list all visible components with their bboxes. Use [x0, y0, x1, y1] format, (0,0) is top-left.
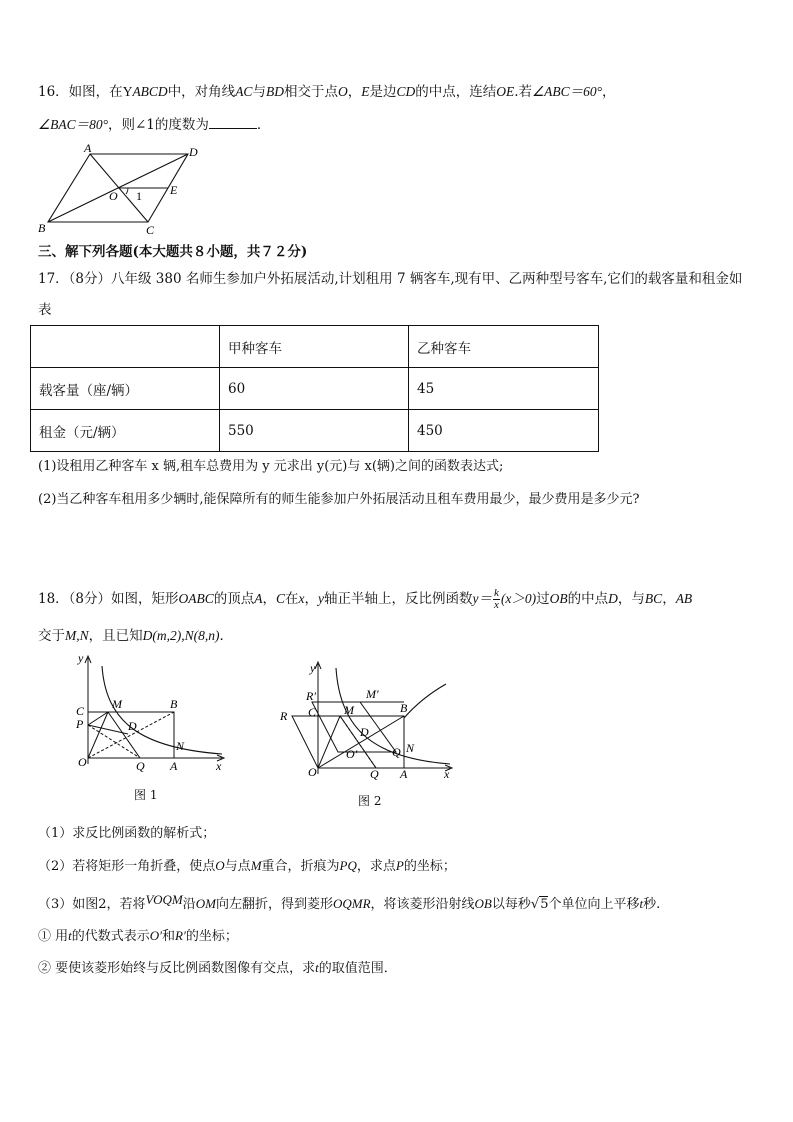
- text: t: [68, 928, 72, 943]
- table-row: [31, 410, 599, 452]
- q17-table: [30, 325, 599, 452]
- text: 交于: [38, 628, 65, 644]
- fig2-caption: 图 2: [358, 794, 382, 808]
- text: VOQM: [145, 892, 183, 907]
- label-e: E: [170, 183, 178, 197]
- table-cell: 550: [220, 410, 409, 452]
- fig2-label-n: N: [406, 741, 415, 755]
- text: 和: [162, 929, 176, 944]
- fig1-label-p: P: [76, 717, 84, 731]
- inverse-curve-upper: [404, 684, 446, 718]
- fraction-k-over-x: [493, 588, 500, 611]
- text: 是边: [369, 84, 397, 100]
- text: ，: [662, 591, 676, 607]
- text: R′: [175, 928, 186, 943]
- rhombus-oqmr: [292, 716, 376, 768]
- q17-part1: (1)设租用乙种客车 x 辆,租车总费用为 y 元求出 y(元)与 x(辆)之间的函数表达式;: [38, 459, 504, 474]
- label-a: A: [84, 142, 92, 155]
- text: M,N: [65, 628, 89, 643]
- fig2-label-c: C: [308, 705, 317, 719]
- fig2-label-x: x: [444, 767, 450, 780]
- q18-part1: （1）求反比例函数的解析式；: [38, 826, 216, 841]
- text: ，将该菱形沿射线: [370, 897, 475, 912]
- section3-title: 三、解下列各题(本大题共８小题，共７２分): [38, 244, 308, 260]
- table-cell: 乙种客车: [409, 326, 599, 368]
- text: ，: [262, 591, 277, 607]
- text: 的中点: [567, 591, 609, 607]
- text: x: [298, 591, 305, 606]
- text: OQMR: [332, 896, 371, 911]
- fig2-label-a: A: [400, 767, 408, 780]
- fig1-label-m: M: [112, 697, 122, 711]
- text: ② 要使该菱形始终与反比例函数图像有交点，求: [38, 961, 316, 976]
- text: D: [608, 591, 618, 606]
- text: 的坐标；: [403, 859, 456, 874]
- q18-part3: [38, 890, 660, 915]
- q18-sub1: [38, 926, 238, 947]
- text: O′: [149, 928, 163, 943]
- diagonal-ob: [318, 716, 404, 768]
- table-cell: 甲种客车: [220, 326, 409, 368]
- table-cell: 45: [409, 368, 599, 410]
- table-cell: [31, 326, 220, 368]
- text: OABC: [178, 591, 214, 606]
- q18-line2: [38, 626, 233, 646]
- text: 的中点，连结: [415, 84, 497, 100]
- text: OB: [474, 896, 492, 911]
- label-d: D: [189, 145, 198, 159]
- text: .若: [514, 84, 533, 100]
- fig1-label-n: N: [176, 739, 185, 753]
- text: 的取值范围．: [318, 961, 397, 976]
- table-cell: 租金（元/辆）: [31, 410, 220, 452]
- text: ，: [304, 591, 319, 607]
- fig2-label-m-prime: M′: [366, 687, 379, 701]
- text: AB: [675, 591, 693, 606]
- fig2-label-y: y: [310, 661, 316, 675]
- text: C: [276, 591, 286, 606]
- text: 的坐标；: [185, 929, 238, 944]
- text: ．: [219, 628, 233, 644]
- text: ，: [602, 84, 616, 100]
- table-cell: 450: [409, 410, 599, 452]
- text: ，: [347, 84, 362, 100]
- text: 相交于点: [283, 84, 338, 100]
- text: 个单位向上平移: [548, 897, 640, 912]
- sqrt-symbol: √: [530, 897, 540, 912]
- text: ，求点: [356, 859, 396, 874]
- q16-parallelogram-figure: [36, 142, 206, 236]
- q18-sub2: [38, 958, 397, 979]
- q18-figure2: [278, 658, 458, 780]
- label-c: C: [146, 223, 155, 236]
- text: 轴正半轴上，反比例函数: [324, 591, 473, 607]
- table-cell: 载客量（座/辆）: [31, 368, 220, 410]
- fig1-label-q: Q: [136, 759, 145, 773]
- fig1-label-x: x: [216, 759, 222, 773]
- text: ∠BAC＝80°: [38, 117, 108, 132]
- fig2-label-b: B: [400, 701, 408, 715]
- text: M: [250, 858, 262, 873]
- label-1: 1: [136, 189, 142, 203]
- text: 以每秒: [491, 897, 531, 912]
- text: ABCD: [132, 84, 168, 99]
- text: y: [318, 591, 325, 606]
- label-o: O: [109, 189, 118, 203]
- text: (x＞0): [500, 591, 537, 606]
- text: 在: [285, 591, 299, 607]
- table-row: [31, 326, 599, 368]
- text: E: [361, 84, 370, 99]
- text: OB: [549, 591, 568, 606]
- text: OM: [195, 896, 216, 911]
- q17-line1: 17．（8分）八年级 380 名师生参加户外拓展活动,计划租用 7 辆客车,现有甲、乙两种型号客车,它们的载客量和租金如: [38, 271, 743, 287]
- text: BD: [265, 84, 284, 99]
- denominator: x: [494, 599, 499, 611]
- text: D(m,2),N(8,n): [142, 628, 220, 643]
- fig1-caption: 图 1: [134, 788, 158, 802]
- table-cell: 60: [220, 368, 409, 410]
- text: ，则∠1的度数为: [108, 117, 209, 133]
- q18-line1: [38, 586, 692, 612]
- q16-line1: [38, 82, 616, 102]
- q17-line2: 表: [38, 302, 52, 318]
- text: 的顶点: [213, 591, 255, 607]
- text: 向左翻折，得到菱形: [215, 897, 333, 912]
- fig2-label-q-prime: Q: [392, 745, 401, 759]
- text: O: [215, 858, 225, 873]
- text: AC: [235, 84, 253, 99]
- fig1-label-b: B: [170, 697, 178, 711]
- fig2-label-r: R: [280, 709, 288, 723]
- answer-blank: [209, 114, 257, 129]
- q18-part2: [38, 856, 456, 877]
- angle-1-arc: [126, 188, 128, 194]
- text: A: [254, 591, 263, 606]
- text: 重合，折痕为: [261, 859, 340, 874]
- text: ．: [256, 117, 271, 133]
- text: ∠ABC＝60°: [532, 84, 603, 99]
- text: 16．如图，在: [38, 84, 123, 100]
- text: 与点: [224, 859, 251, 874]
- fig1-label-o: O: [78, 755, 87, 769]
- rhombus-translated: [312, 702, 396, 752]
- fig2-label-o: O: [308, 765, 317, 779]
- text: P: [395, 858, 404, 873]
- text: t: [315, 960, 319, 975]
- text: O: [337, 84, 348, 99]
- text: （3）如图2，若将: [38, 897, 146, 912]
- fig2-label-o-prime: O′: [346, 747, 358, 761]
- segment-pq-solid: [88, 725, 128, 734]
- text: 与: [252, 84, 266, 100]
- fig1-label-d: D: [128, 719, 137, 733]
- fig1-label-y: y: [78, 652, 84, 665]
- fig1-label-c: C: [76, 704, 85, 718]
- text: PQ: [339, 858, 357, 873]
- text: 的代数式表示: [71, 929, 150, 944]
- text: 沿: [182, 897, 196, 912]
- text: y＝: [472, 591, 493, 606]
- q18-figure1: [70, 652, 230, 780]
- fig2-label-q: Q: [370, 767, 379, 780]
- text: t: [639, 896, 644, 911]
- text: 秒.: [643, 897, 661, 912]
- text: CD: [396, 84, 416, 99]
- segment-om: [318, 716, 340, 768]
- text: 18．（8分）如图，矩形: [38, 591, 179, 607]
- text: 过: [536, 591, 550, 607]
- fig2-label-d: D: [360, 725, 369, 739]
- numerator: k: [494, 587, 499, 599]
- text: ，且已知: [88, 628, 143, 644]
- fig2-label-m: M: [344, 703, 354, 717]
- text: BC: [644, 591, 663, 606]
- text: ① 用: [38, 929, 69, 944]
- sqrt-radicand: 5: [540, 897, 549, 912]
- q17-part2: (2)当乙种客车租用多少辆时,能保障所有的师生能参加户外拓展活动且租车费用最少，最少费用是多少元?: [38, 492, 640, 507]
- text: （2）若将矩形一角折叠，使点: [38, 859, 216, 874]
- fig1-label-a: A: [170, 759, 178, 773]
- table-row: [31, 368, 599, 410]
- text: ，与: [617, 591, 645, 607]
- q16-line2: [38, 114, 270, 135]
- fig2-label-r-prime: R′: [306, 689, 316, 703]
- label-b: B: [38, 221, 46, 235]
- text: OE: [496, 84, 515, 99]
- text: 中，对角线: [167, 84, 236, 100]
- parallelogram-symbol: Y: [122, 84, 133, 99]
